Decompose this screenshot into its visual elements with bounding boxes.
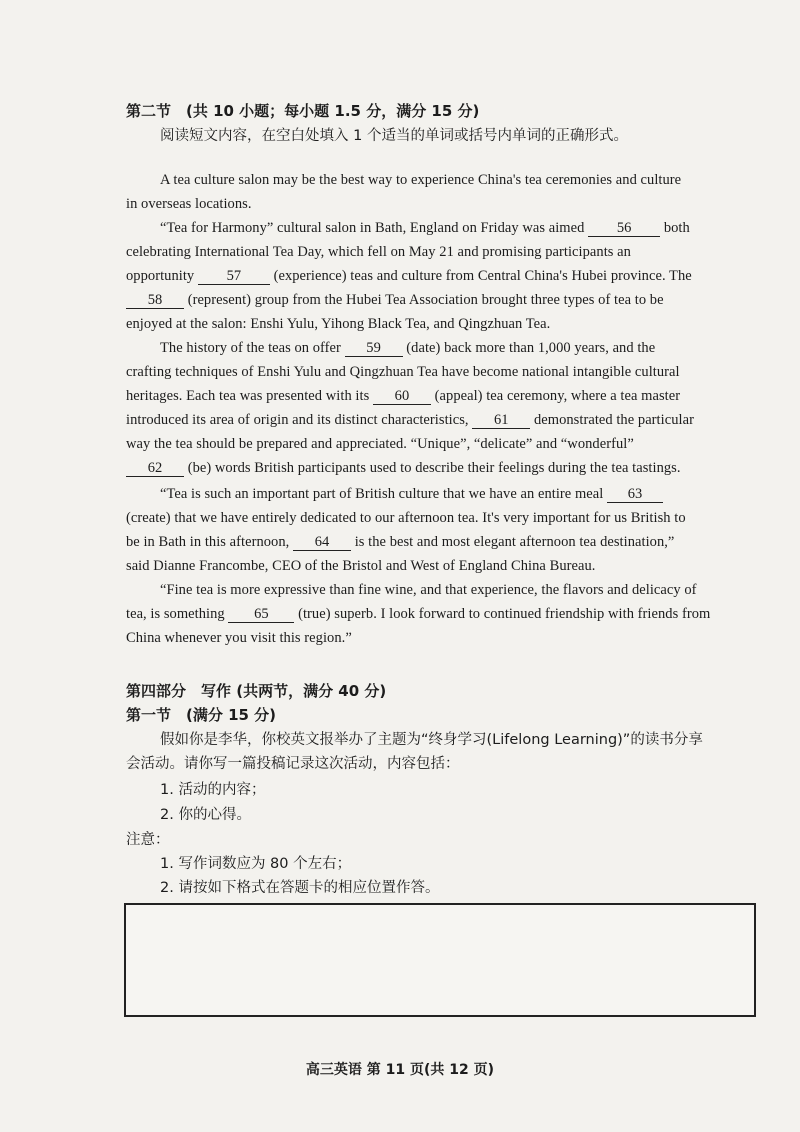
part4-subtitle: 第一节 (满分 15 分): [126, 706, 277, 724]
blank-65[interactable]: 65: [228, 606, 294, 623]
blank-62[interactable]: 62: [126, 460, 184, 477]
note-label: 注意：: [126, 832, 170, 848]
blank-56[interactable]: 56: [588, 220, 660, 237]
blank-63[interactable]: 63: [607, 486, 663, 503]
passage-line: heritages. Each tea was presented with its 60 (appeal) tea ceremony, where a tea master: [126, 388, 681, 404]
blank-59[interactable]: 59: [345, 340, 403, 357]
prompt-item: 1. 活动的内容；: [160, 782, 266, 798]
passage-line: crafting techniques of Enshi Yulu and Qingzhuan Tea have become national intangible cultural: [126, 364, 680, 380]
passage-line: opportunity 57 (experience) teas and culture from Central China's Hubei province. The: [126, 268, 692, 284]
blank-57[interactable]: 57: [198, 268, 270, 285]
section-title: 第二节 (共 10 小题；每小题 1.5 分，满分 15 分): [126, 102, 480, 120]
passage-line: 58 (represent) group from the Hubei Tea Association brought three types of tea to be: [126, 292, 766, 309]
passage-line: “Tea is such an important part of British culture that we have an entire meal 63: [160, 486, 766, 503]
passage-line: celebrating International Tea Day, which fell on May 21 and promising participants an: [126, 244, 631, 260]
passage-line: introduced its area of origin and its distinct characteristics, 61 demonstrated the particular: [126, 412, 694, 428]
passage-line: be in Bath in this afternoon, 64 is the best and most elegant afternoon tea destination,”: [126, 534, 675, 550]
passage-line: A tea culture salon may be the best way to experience China's tea ceremonies and culture: [160, 172, 682, 188]
passage-line: in overseas locations.: [126, 196, 252, 212]
blank-64[interactable]: 64: [293, 534, 351, 551]
passage-line: enjoyed at the salon: Enshi Yulu, Yihong Black Tea, and Qingzhuan Tea.: [126, 316, 551, 332]
passage-line: way the tea should be prepared and appreciated. “Unique”, “delicate” and “wonderful”: [126, 436, 634, 452]
part4-title: 第四部分 写作 (共两节，满分 40 分): [126, 682, 387, 700]
passage-line: China whenever you visit this region.”: [126, 630, 352, 646]
note-item: 1. 写作词数应为 80 个左右；: [160, 856, 352, 872]
blank-60[interactable]: 60: [373, 388, 431, 405]
page-footer: 高三英语 第 11 页(共 12 页): [305, 1062, 495, 1078]
blank-58[interactable]: 58: [126, 292, 184, 309]
answer-box[interactable]: [124, 903, 756, 1017]
blank-61[interactable]: 61: [472, 412, 530, 429]
passage-line: tea, is something 65 (true) superb. I look forward to continued friendship with friends from: [126, 606, 711, 622]
passage-line: 62 (be) words British participants used to describe their feelings during the tea tastings.: [126, 460, 766, 477]
prompt-line: 假如你是李华，你校英文报举办了主题为“终身学习(Lifelong Learning)”的读书分享: [160, 732, 703, 748]
prompt-line: 会活动。请你写一篇投稿记录这次活动，内容包括：: [126, 756, 460, 772]
passage-line: “Fine tea is more expressive than fine wine, and that experience, the flavors and delicacy of: [160, 582, 697, 598]
prompt-item: 2. 你的心得。: [160, 807, 251, 823]
passage-line: said Dianne Francombe, CEO of the Bristol and West of England China Bureau.: [126, 558, 596, 574]
section-instruction: 阅读短文内容，在空白处填入 1 个适当的单词或括号内单词的正确形式。: [160, 128, 628, 144]
passage-line: (create) that we have entirely dedicated to our afternoon tea. It's very important for us British to: [126, 510, 686, 526]
passage-line: The history of the teas on offer 59 (date) back more than 1,000 years, and the: [160, 340, 656, 356]
note-item: 2. 请按如下格式在答题卡的相应位置作答。: [160, 880, 440, 896]
passage-line: “Tea for Harmony” cultural salon in Bath, England on Friday was aimed 56 both: [160, 220, 690, 236]
